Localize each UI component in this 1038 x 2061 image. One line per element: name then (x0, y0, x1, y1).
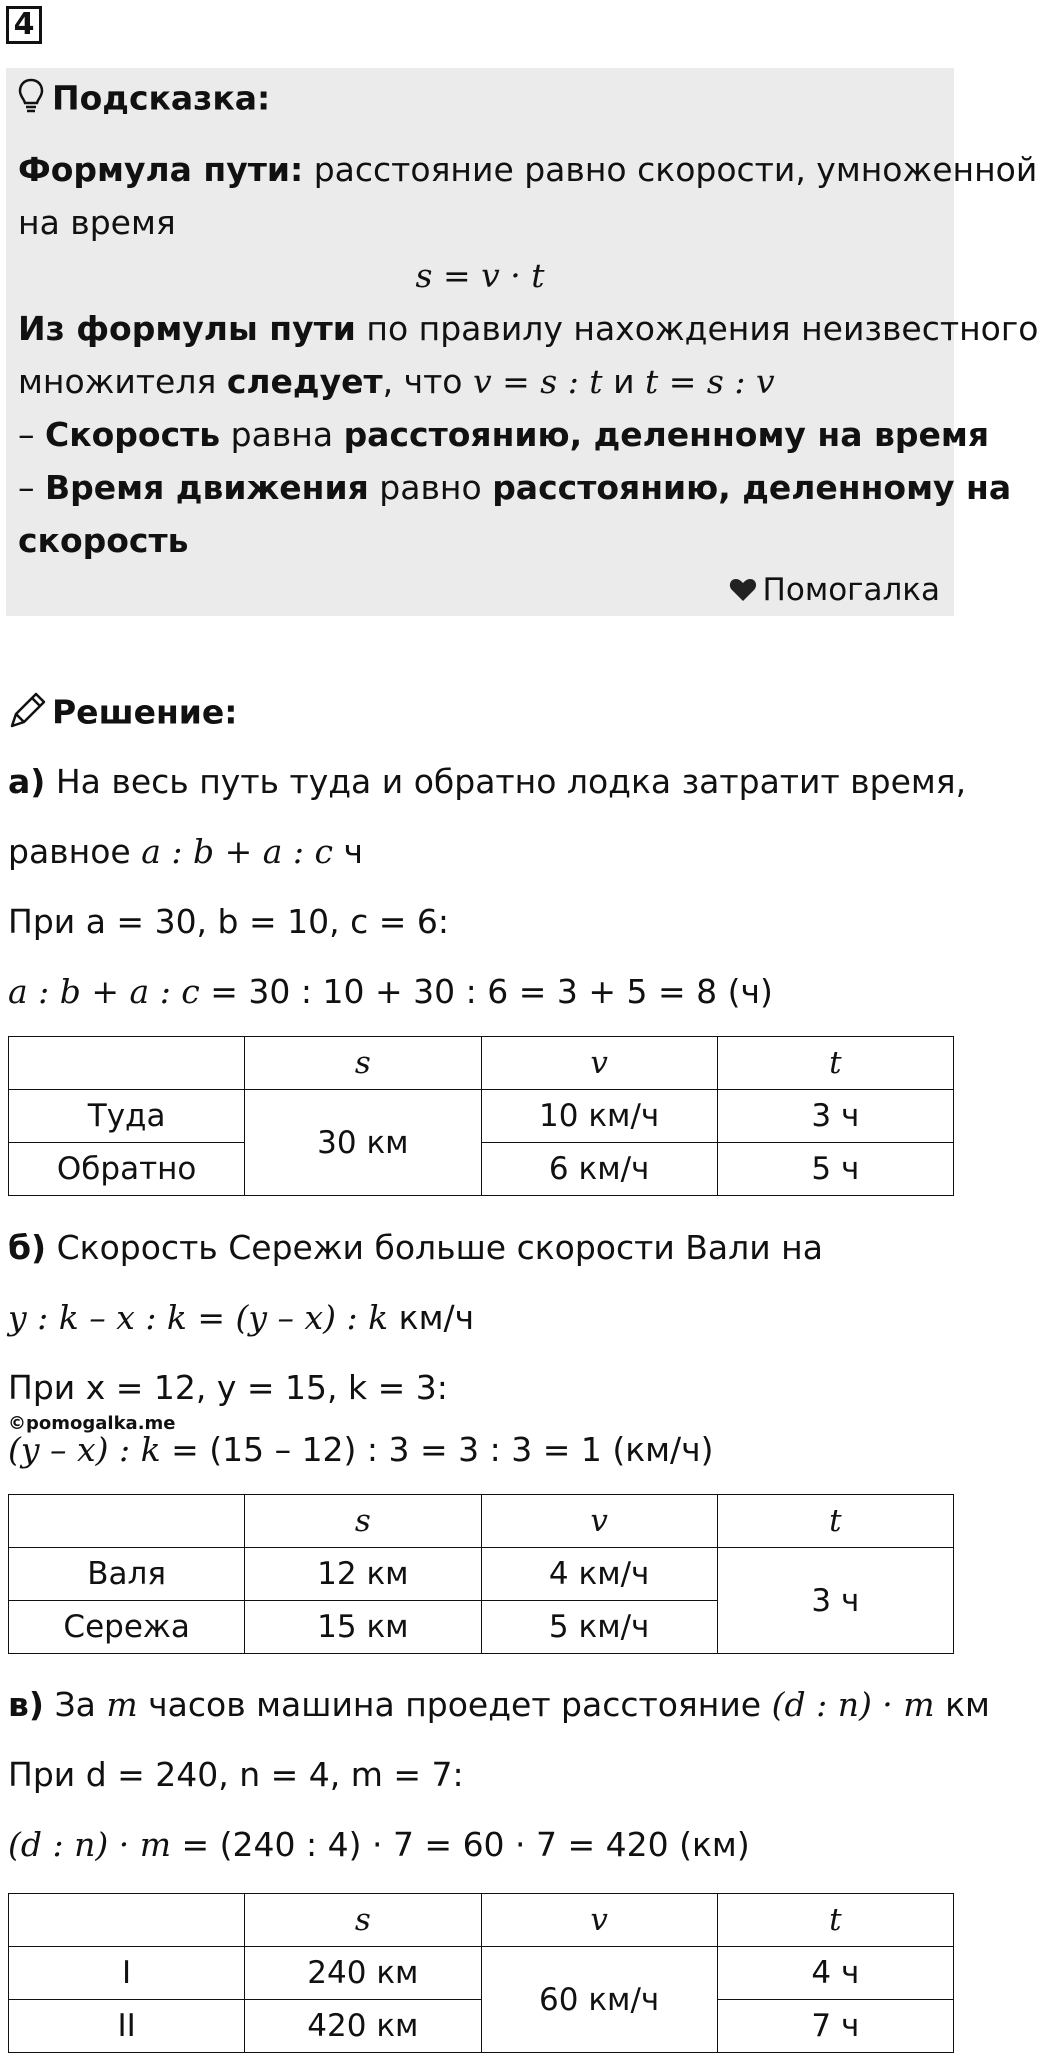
part-c-given-prefix: При (8, 1755, 76, 1794)
part-c-table (8, 1893, 954, 2053)
table-header-row (9, 1894, 954, 1947)
time-dash: – (18, 468, 35, 507)
part-a-text: На весь путь туда и обратно лодка затратит время, (55, 762, 967, 801)
part-b-line-2 (8, 1298, 474, 1337)
time-bold-1: Время движения (45, 468, 369, 507)
formula-line-3 (18, 256, 942, 295)
table-cell: 15 км (245, 1601, 481, 1654)
table-cell: 420 км (245, 2000, 481, 2053)
part-a-line-1 (8, 762, 966, 801)
part-a-given-prefix: При (8, 902, 76, 941)
part-a-unit: ч (343, 832, 363, 871)
table-cell: 240 км (245, 1947, 481, 2000)
part-b-given (8, 1368, 448, 1407)
table-cell: 60 км/ч (481, 1947, 717, 2053)
table-cell: Валя (9, 1548, 245, 1601)
part-b-calculation (8, 1430, 714, 1469)
table-cell: Туда (9, 1090, 245, 1143)
part-b-calc-result: = (15 – 12) : 3 = 3 : 3 = 1 (км/ч) (171, 1430, 714, 1469)
time-rule (18, 468, 1012, 507)
table-header-cell: t (717, 1894, 953, 1947)
part-a-calculation (8, 972, 773, 1011)
table-cell: 3 ч (717, 1090, 953, 1143)
table-header-cell (9, 1037, 245, 1090)
speed-bold-1: Скорость (45, 415, 221, 454)
time-bold-2: расстоянию, деленному на (492, 468, 1012, 507)
table-cell: 5 км/ч (481, 1601, 717, 1654)
part-b-given-prefix: При (8, 1368, 76, 1407)
part-a-calc-result: = 30 : 10 + 30 : 6 = 3 + 5 = 8 (ч) (210, 972, 773, 1011)
table-cell: 10 км/ч (481, 1090, 717, 1143)
table-cell: 6 км/ч (481, 1143, 717, 1196)
part-c-given-values: d = 240, n = 4, m = 7: (85, 1755, 464, 1794)
consequence-line-2 (18, 362, 942, 401)
table-header-cell: s (245, 1894, 481, 1947)
credit-text: Помогалка (762, 572, 940, 608)
part-a-given-values: a = 30, b = 10, c = 6: (85, 902, 449, 941)
part-b-unit: км/ч (398, 1298, 475, 1337)
table-header-cell: s (245, 1037, 481, 1090)
consequence-text-2: множителя (18, 362, 217, 401)
table-cell: I (9, 1947, 245, 2000)
speed-text: равна (230, 415, 334, 454)
consequence-bold-1: Из формулы пути (18, 309, 356, 348)
table-cell: 4 км/ч (481, 1548, 717, 1601)
part-c-expression: (d : n) · m (771, 1685, 935, 1724)
part-b-label: б) (8, 1228, 47, 1267)
formula-line-1 (18, 150, 1038, 189)
path-formula: s = v · t (415, 256, 545, 295)
formula-text-2: на время (18, 203, 176, 242)
part-c-prefix: За (54, 1685, 96, 1724)
speed-formula: v = s : t (473, 362, 603, 401)
table-cell: Сережа (9, 1601, 245, 1654)
table-cell: 12 км (245, 1548, 481, 1601)
part-a-line2-prefix: равное (8, 832, 131, 871)
table-cell: 5 ч (717, 1143, 953, 1196)
table-header-cell: t (717, 1495, 953, 1548)
part-c-middle: часов машина проедет расстояние (148, 1685, 762, 1724)
table-cell: 30 км (245, 1090, 481, 1196)
table-row (9, 1143, 954, 1196)
consequence-and: и (613, 362, 635, 401)
consequence-bold-2: следует (226, 362, 383, 401)
time-rule-cont (18, 521, 942, 560)
consequence-text-3: , что (382, 362, 463, 401)
table-row (9, 1548, 954, 1601)
pencil-icon (8, 690, 48, 738)
table-cell: Обратно (9, 1143, 245, 1196)
part-c-var: m (106, 1685, 138, 1724)
part-c-line-1 (8, 1685, 990, 1724)
table-cell: II (9, 2000, 245, 2053)
part-a-given (8, 902, 449, 941)
part-b-line-1 (8, 1228, 823, 1267)
table-cell: 7 ч (717, 2000, 953, 2053)
part-c-calc-expr: (d : n) · m (8, 1825, 171, 1864)
table-header-row (9, 1495, 954, 1548)
part-a-calc-expr: a : b + a : c (8, 972, 200, 1011)
credit (729, 572, 940, 610)
time-bold-3: скорость (18, 521, 189, 560)
table-cell: 3 ч (717, 1548, 953, 1654)
part-c-calculation (8, 1825, 750, 1864)
hint-box (6, 68, 1038, 616)
part-a-label: а) (8, 762, 46, 801)
solution-header (8, 690, 238, 738)
table-header-cell: t (717, 1037, 953, 1090)
heart-icon (729, 574, 757, 610)
formula-label: Формула пути: (18, 150, 304, 189)
formula-line-2 (18, 203, 942, 242)
table-header-cell (9, 1495, 245, 1548)
part-a-table (8, 1036, 954, 1196)
table-header-row (9, 1037, 954, 1090)
time-text: равно (379, 468, 482, 507)
part-b-expression: y : k – x : k = (y – x) : k (8, 1298, 389, 1337)
task-number: 4 (6, 6, 42, 44)
hint-header (18, 78, 942, 122)
speed-rule (18, 415, 990, 454)
consequence-line-1 (18, 309, 1038, 348)
part-a-line-2 (8, 832, 363, 871)
table-header-cell (9, 1894, 245, 1947)
solution-title: Решение: (52, 692, 238, 732)
part-c-given (8, 1755, 464, 1794)
part-a-expression: a : b + a : c (141, 832, 333, 871)
table-header-cell: v (481, 1037, 717, 1090)
time-formula: t = s : v (645, 362, 775, 401)
table-header-cell: s (245, 1495, 481, 1548)
part-b-text: Скорость Сережи больше скорости Вали на (56, 1228, 823, 1267)
watermark: ©pomogalka.me (8, 1413, 176, 1434)
part-b-calc-expr: (y – x) : k (8, 1430, 161, 1469)
part-c-label: в) (8, 1685, 44, 1724)
speed-dash: – (18, 415, 35, 454)
table-row (9, 1947, 954, 2000)
hint-title: Подсказка: (52, 78, 271, 118)
table-cell: 4 ч (717, 1947, 953, 2000)
part-b-given-values: x = 12, y = 15, k = 3: (85, 1368, 448, 1407)
table-row (9, 1090, 954, 1143)
consequence-text-1: по правилу нахождения неизвестного (366, 309, 1038, 348)
formula-text-1: расстояние равно скорости, умноженной (313, 150, 1038, 189)
table-header-cell: v (481, 1495, 717, 1548)
part-c-unit: км (945, 1685, 990, 1724)
part-c-calc-result: = (240 : 4) · 7 = 60 · 7 = 420 (км) (181, 1825, 750, 1864)
table-header-cell: v (481, 1894, 717, 1947)
lightbulb-icon (18, 78, 44, 122)
part-b-table (8, 1494, 954, 1654)
speed-bold-2: расстоянию, деленному на время (343, 415, 990, 454)
